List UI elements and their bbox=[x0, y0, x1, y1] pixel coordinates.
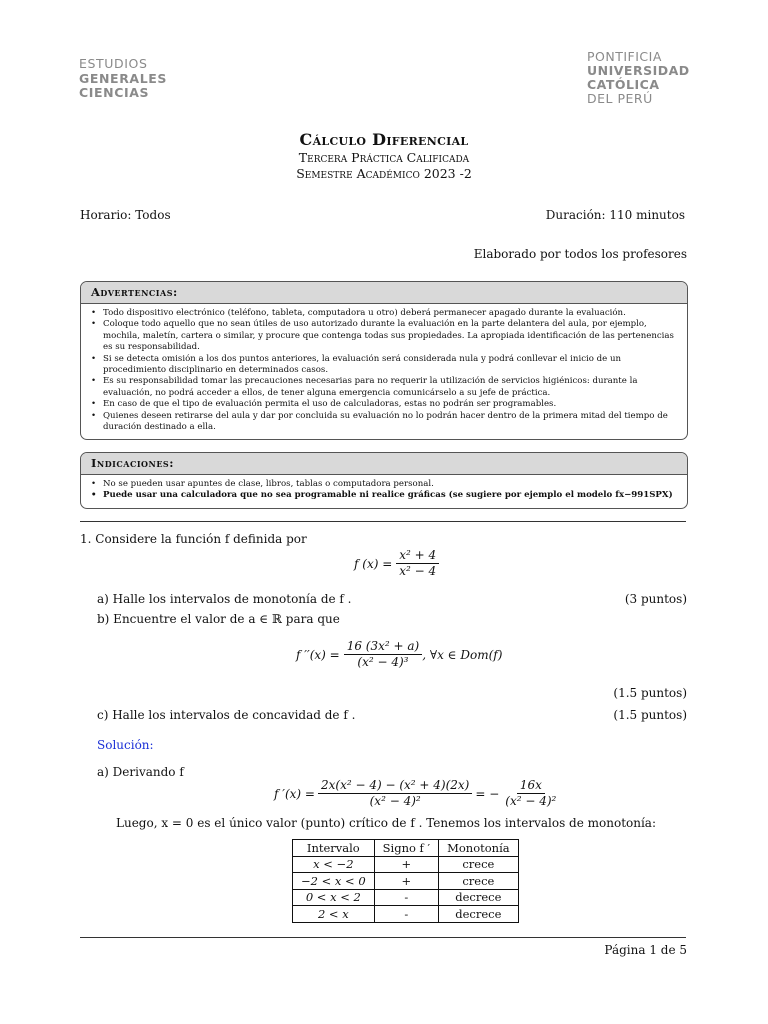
logo-line: PONTIFICIA bbox=[587, 49, 662, 64]
table-cell: 2 < x bbox=[293, 906, 375, 923]
exam-semester: Semestre Académico 2023 -2 bbox=[296, 166, 472, 181]
indicaciones-box bbox=[80, 452, 688, 509]
function-definition bbox=[354, 548, 439, 579]
table-header: Signo f ′ bbox=[374, 840, 438, 857]
table-cell: + bbox=[374, 873, 438, 890]
divider bbox=[80, 521, 686, 522]
table-header: Intervalo bbox=[293, 840, 375, 857]
logo-line: GENERALES bbox=[79, 70, 168, 86]
formula-fraction bbox=[318, 778, 472, 809]
duracion: Duración: 110 minutos bbox=[545, 208, 685, 222]
logo-line: CATÓLICA bbox=[587, 77, 660, 92]
solution-label: Solución: bbox=[97, 738, 154, 752]
list-item: • Quienes deseen retirarse del aula y dar por concluida su evaluación no lo podrán hacer dentro de la primera mitad del tiempo de duración destinado a ella. bbox=[103, 411, 677, 434]
part-a: a) Halle los intervalos de monotonía de f . bbox=[97, 592, 352, 606]
table-header: Monotonía bbox=[439, 840, 519, 857]
numerator: 16 (3x² + a) bbox=[344, 639, 423, 655]
list-item: • No se pueden usar apuntes de clase, libros, tablas o computadora personal. bbox=[103, 479, 677, 490]
exam-subtitle: Tercera Práctica Calificada bbox=[298, 150, 470, 165]
list-item: • En caso de que el tipo de evaluación permita el uso de calculadoras, estas no podrán ser programables. bbox=[103, 399, 677, 410]
denominator: (x² − 4)³ bbox=[357, 655, 409, 669]
solution-a: a) Derivando f bbox=[97, 765, 184, 779]
exam-title: Cálculo Diferencial bbox=[299, 130, 469, 149]
footer-divider bbox=[80, 937, 686, 938]
advertencias-box bbox=[80, 281, 688, 440]
table-cell: decrece bbox=[439, 906, 519, 923]
second-derivative-formula bbox=[296, 639, 502, 670]
formula-lhs: f ′′(x) = bbox=[296, 647, 340, 662]
table-row bbox=[293, 873, 519, 890]
part-b: b) Encuentre el valor de a ∈ ℝ para que bbox=[97, 612, 340, 626]
monotonia-table bbox=[292, 839, 519, 923]
formula-fraction bbox=[502, 778, 559, 809]
indicaciones-list bbox=[81, 475, 687, 507]
part-b-points: (1.5 puntos) bbox=[613, 686, 687, 700]
formula-lhs: f ′(x) = bbox=[274, 786, 315, 801]
formula-fraction bbox=[344, 639, 423, 670]
horario: Horario: Todos bbox=[80, 208, 171, 222]
denominator: (x² − 4)² bbox=[369, 794, 421, 808]
logo-line: ESTUDIOS bbox=[79, 56, 148, 71]
first-derivative-formula bbox=[274, 778, 559, 809]
logo-line: DEL PERÚ bbox=[587, 91, 653, 106]
advertencias-list bbox=[81, 304, 687, 438]
page-number: Página 1 de 5 bbox=[604, 943, 687, 957]
formula-rhs: , ∀x ∈ Dom(f) bbox=[422, 647, 503, 662]
list-item: • Puede usar una calculadora que no sea programable ni realice gráficas (se sugiere por ejemplo el modelo fx−991SPX) bbox=[103, 490, 677, 501]
logo-line: CIENCIAS bbox=[79, 85, 150, 100]
table-cell: crece bbox=[439, 873, 519, 890]
denominator: x² − 4 bbox=[399, 564, 437, 578]
part-a-points: (3 puntos) bbox=[624, 592, 687, 606]
table-row bbox=[293, 906, 519, 923]
elaborado-por: Elaborado por todos los profesores bbox=[473, 247, 687, 261]
list-item: • Todo dispositivo electrónico (teléfono, tableta, computadora u otro) deberá permanecer apagado durante la evaluación. bbox=[103, 308, 677, 319]
numerator: 16x bbox=[517, 778, 545, 794]
pucp-logo bbox=[587, 50, 690, 106]
numerator: 2x(x² − 4) − (x² + 4)(2x) bbox=[318, 778, 472, 794]
problem-intro: 1. Considere la función f definida por bbox=[80, 532, 307, 546]
table-row bbox=[293, 889, 519, 906]
table-cell: 0 < x < 2 bbox=[293, 889, 375, 906]
table-cell: crece bbox=[439, 856, 519, 873]
estudios-generales-logo bbox=[79, 57, 167, 101]
formula-lhs: f (x) = bbox=[354, 556, 393, 571]
formula-mid: = − bbox=[475, 786, 500, 801]
part-c-points: (1.5 puntos) bbox=[613, 708, 687, 722]
logo-line: UNIVERSIDAD bbox=[587, 63, 690, 78]
table-header-row bbox=[293, 840, 519, 857]
list-item: • Coloque todo aquello que no sean útiles de uso autorizado durante la evaluación en la parte delantera del aula, por ejemplo, mochila, maletín, cartera o similar, y procure que contenga todas sus propiedades. La apropiada identificación de las pertenencias es su responsabilidad. bbox=[103, 319, 677, 353]
indicaciones-title: Indicaciones: bbox=[81, 453, 687, 475]
table-cell: - bbox=[374, 889, 438, 906]
table-cell: x < −2 bbox=[293, 856, 375, 873]
denominator: (x² − 4)² bbox=[505, 794, 557, 808]
list-item: • Si se detecta omisión a los dos puntos anteriores, la evaluación será considerada nula y podrá conllevar el inicio de un procedimiento disciplinario en determinados casos. bbox=[103, 354, 677, 377]
table-row bbox=[293, 856, 519, 873]
table-cell: decrece bbox=[439, 889, 519, 906]
numerator: x² + 4 bbox=[396, 548, 439, 564]
critical-point-text: Luego, x = 0 es el único valor (punto) crítico de f . Tenemos los intervalos de monotonía: bbox=[116, 816, 656, 830]
table-cell: −2 < x < 0 bbox=[293, 873, 375, 890]
part-c: c) Halle los intervalos de concavidad de f . bbox=[97, 708, 356, 722]
list-item: • Es su responsabilidad tomar las precauciones necesarias para no requerir la utilización de servicios higiénicos: durante la evaluación, no podrá acceder a ellos, de tener alguna emergencia comunicárselo a su jefe de práctica. bbox=[103, 376, 677, 399]
advertencias-title: Advertencias: bbox=[81, 282, 687, 304]
table-cell: + bbox=[374, 856, 438, 873]
table-cell: - bbox=[374, 906, 438, 923]
formula-fraction bbox=[396, 548, 439, 579]
